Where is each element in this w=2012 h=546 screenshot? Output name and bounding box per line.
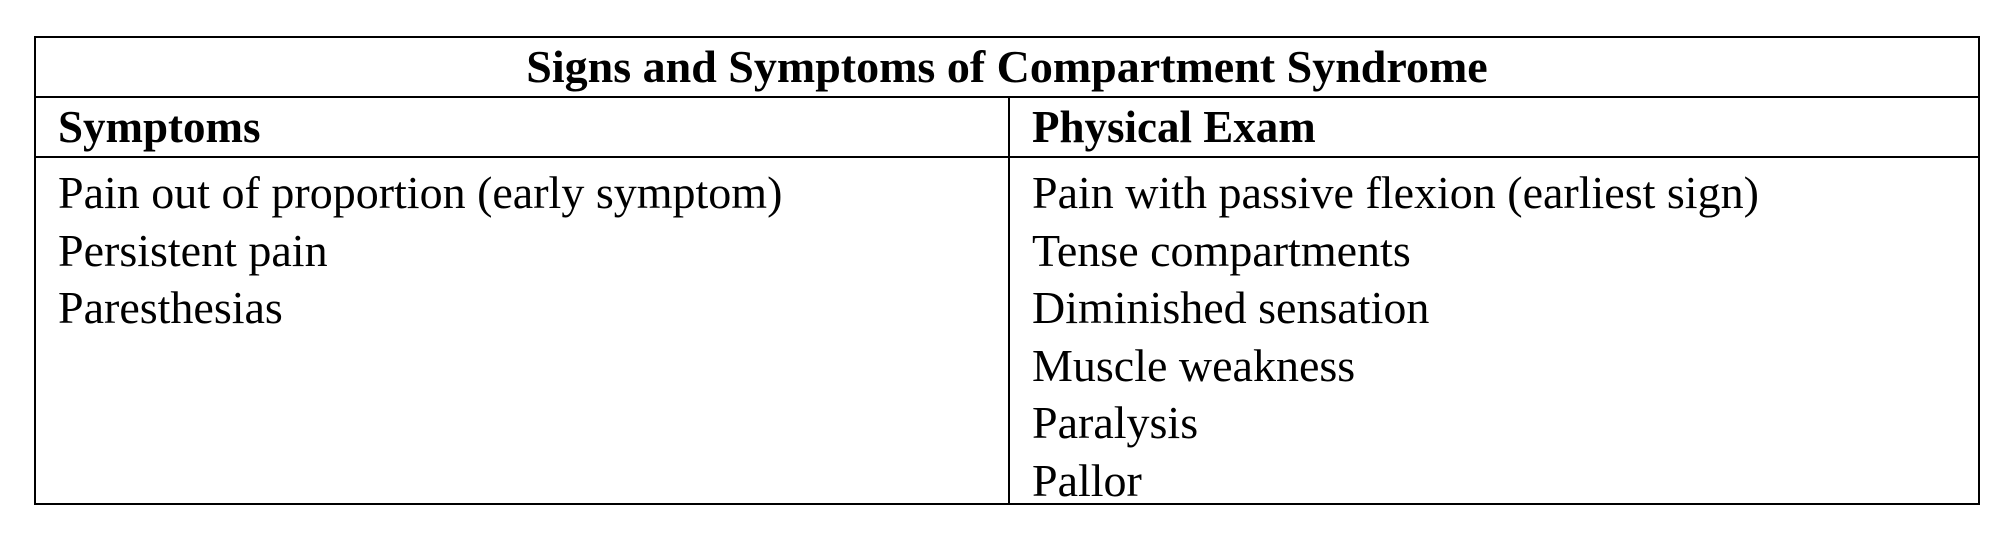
symptom-item: Paresthesias	[58, 282, 283, 333]
symptoms-list	[58, 164, 782, 337]
symptom-item: Persistent pain	[58, 224, 328, 276]
symptom-item: Pain out of proportion (early symptom)	[58, 167, 783, 218]
compartment-syndrome-table	[34, 36, 1980, 505]
physical-exam-item: Diminished sensation	[1032, 282, 1430, 333]
table-header-row	[36, 98, 1978, 158]
physical-exam-item: Muscle weakness	[1032, 339, 1356, 391]
physical-exam-item: Pallor	[1032, 454, 1142, 506]
physical-exam-header: Physical Exam	[1032, 101, 1316, 152]
table-title: Signs and Symptoms of Compartment Syndrome	[526, 41, 1488, 92]
physical-exam-list	[1032, 164, 1759, 509]
physical-exam-item: Pain with passive flexion (earliest sign)	[1032, 167, 1759, 218]
table-title-row	[36, 38, 1978, 98]
physical-exam-item: Tense compartments	[1032, 224, 1411, 276]
physical-exam-item: Paralysis	[1032, 397, 1199, 448]
symptoms-header: Symptoms	[58, 101, 261, 152]
column-divider	[1008, 98, 1010, 505]
